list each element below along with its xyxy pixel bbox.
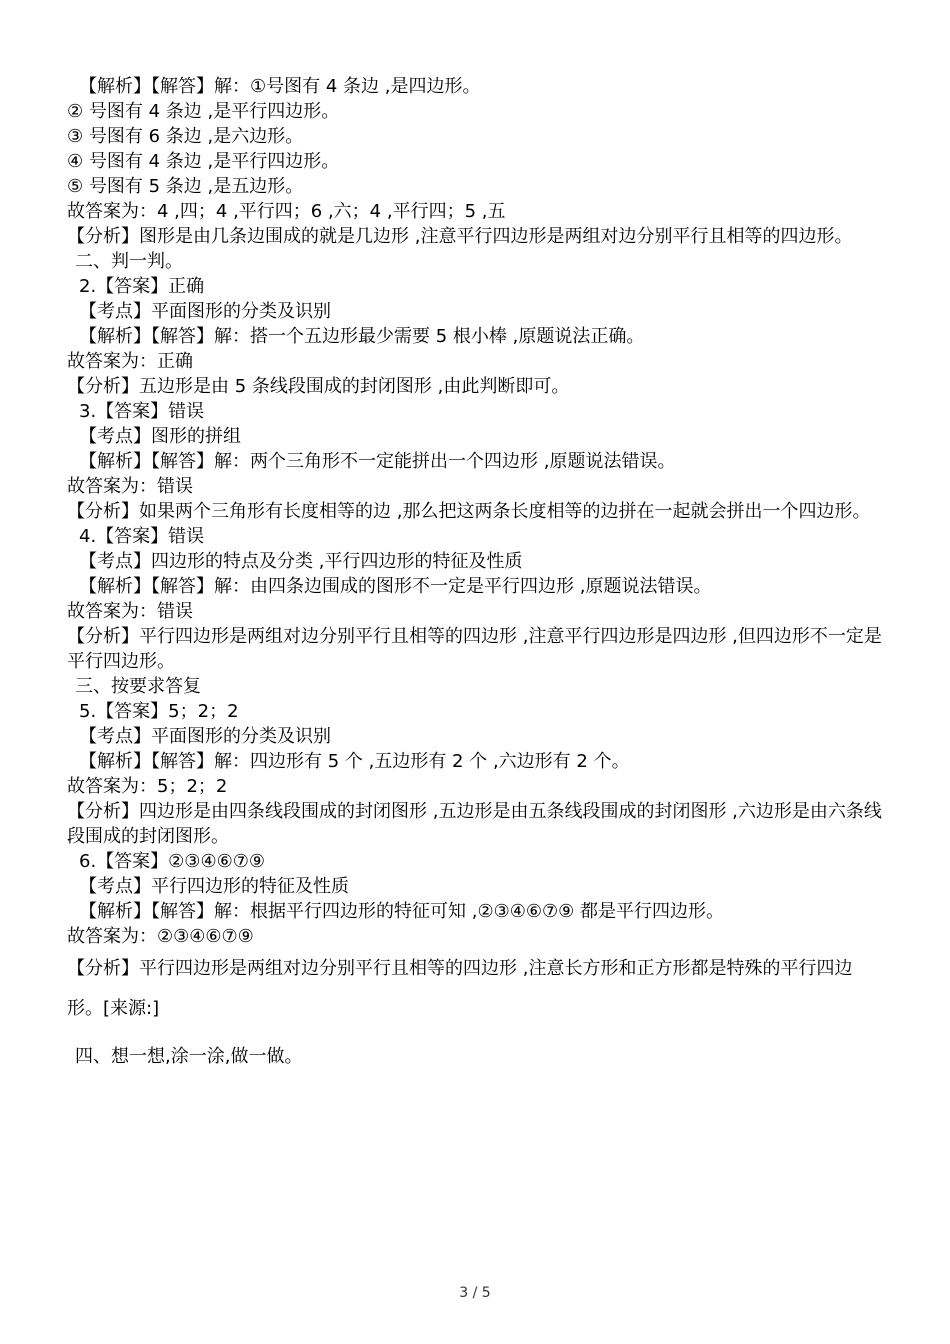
- section-heading: 二、判一判。: [75, 251, 183, 272]
- text-line: 【分析】平行四边形是两组对边分别平行且相等的四边形 ,注意长方形和正方形都是特殊的平行四边形。[来源:]: [67, 958, 853, 1019]
- text-line: 【分析】平行四边形是两组对边分别平行且相等的四边形 ,注意平行四边形是四边形 ,但四边形不一定是平行四边形。: [67, 626, 882, 672]
- page-number: 3 / 5: [459, 1285, 491, 1301]
- text-line: 【考点】四边形的特点及分类 ,平行四边形的特征及性质: [79, 551, 523, 572]
- text-line: 【考点】平面图形的分类及识别: [79, 726, 331, 747]
- text-line: 故答案为：②③④⑥⑦⑨: [67, 926, 254, 947]
- text-line: 【考点】平面图形的分类及识别: [79, 301, 331, 322]
- text-line: 故答案为：4 ,四；4 ,平行四；6 ,六；4 ,平行四；5 ,五: [67, 201, 506, 222]
- text-line: ③ 号图有 6 条边 ,是六边形。: [67, 126, 304, 147]
- text-line: 故答案为：错误: [67, 476, 193, 497]
- text-line: 【分析】如果两个三角形有长度相等的边 ,那么把这两条长度相等的边拼在一起就会拼出一个四边形。: [67, 501, 871, 522]
- text-line: 【解析】【解答】解：两个三角形不一定能拼出一个四边形 ,原题说法错误。: [79, 451, 676, 472]
- text-line: 【考点】平行四边形的特征及性质: [79, 876, 349, 897]
- answer-line: 6.【答案】②③④⑥⑦⑨: [79, 851, 265, 872]
- text-line: 故答案为：正确: [67, 351, 193, 372]
- text-line: 【解析】【解答】解：四边形有 5 个 ,五边形有 2 个 ,六边形有 2 个。: [79, 751, 630, 772]
- text-line: ④ 号图有 4 条边 ,是平行四边形。: [67, 151, 340, 172]
- text-line: 【解析】【解答】解：根据平行四边形的特征可知 ,②③④⑥⑦⑨ 都是平行四边形。: [79, 901, 724, 922]
- text-line: 【分析】图形是由几条边围成的就是几边形 ,注意平行四边形是两组对边分别平行且相等的四边形。: [67, 226, 853, 247]
- document-body: [67, 74, 882, 1069]
- answer-line: 2.【答案】正确: [79, 276, 205, 297]
- text-line: 【解析】【解答】解：①号图有 4 条边 ,是四边形。: [79, 76, 481, 97]
- text-line: 【分析】四边形是由四条线段围成的封闭图形 ,五边形是由五条线段围成的封闭图形 ,六边形是由六条线段围成的封闭图形。: [67, 801, 882, 847]
- text-line: ② 号图有 4 条边 ,是平行四边形。: [67, 101, 340, 122]
- answer-line: 5.【答案】5；2；2: [79, 701, 239, 722]
- text-line: 故答案为：5；2；2: [67, 776, 228, 797]
- section-heading: 三、按要求答复: [75, 676, 201, 697]
- answer-line: 3.【答案】错误: [79, 401, 205, 422]
- text-line: ⑤ 号图有 5 条边 ,是五边形。: [67, 176, 304, 197]
- text-line: 【解析】【解答】解：由四条边围成的图形不一定是平行四边形 ,原题说法错误。: [79, 576, 712, 597]
- section-heading: 四、想一想,涂一涂,做一做。: [75, 1046, 303, 1067]
- text-line: 故答案为：错误: [67, 601, 193, 622]
- text-line: 【分析】五边形是由 5 条线段围成的封闭图形 ,由此判断即可。: [67, 376, 570, 397]
- text-line: 【考点】图形的拼组: [79, 426, 241, 447]
- answer-line: 4.【答案】错误: [79, 526, 205, 547]
- text-line: 【解析】【解答】解：搭一个五边形最少需要 5 根小棒 ,原题说法正确。: [79, 326, 645, 347]
